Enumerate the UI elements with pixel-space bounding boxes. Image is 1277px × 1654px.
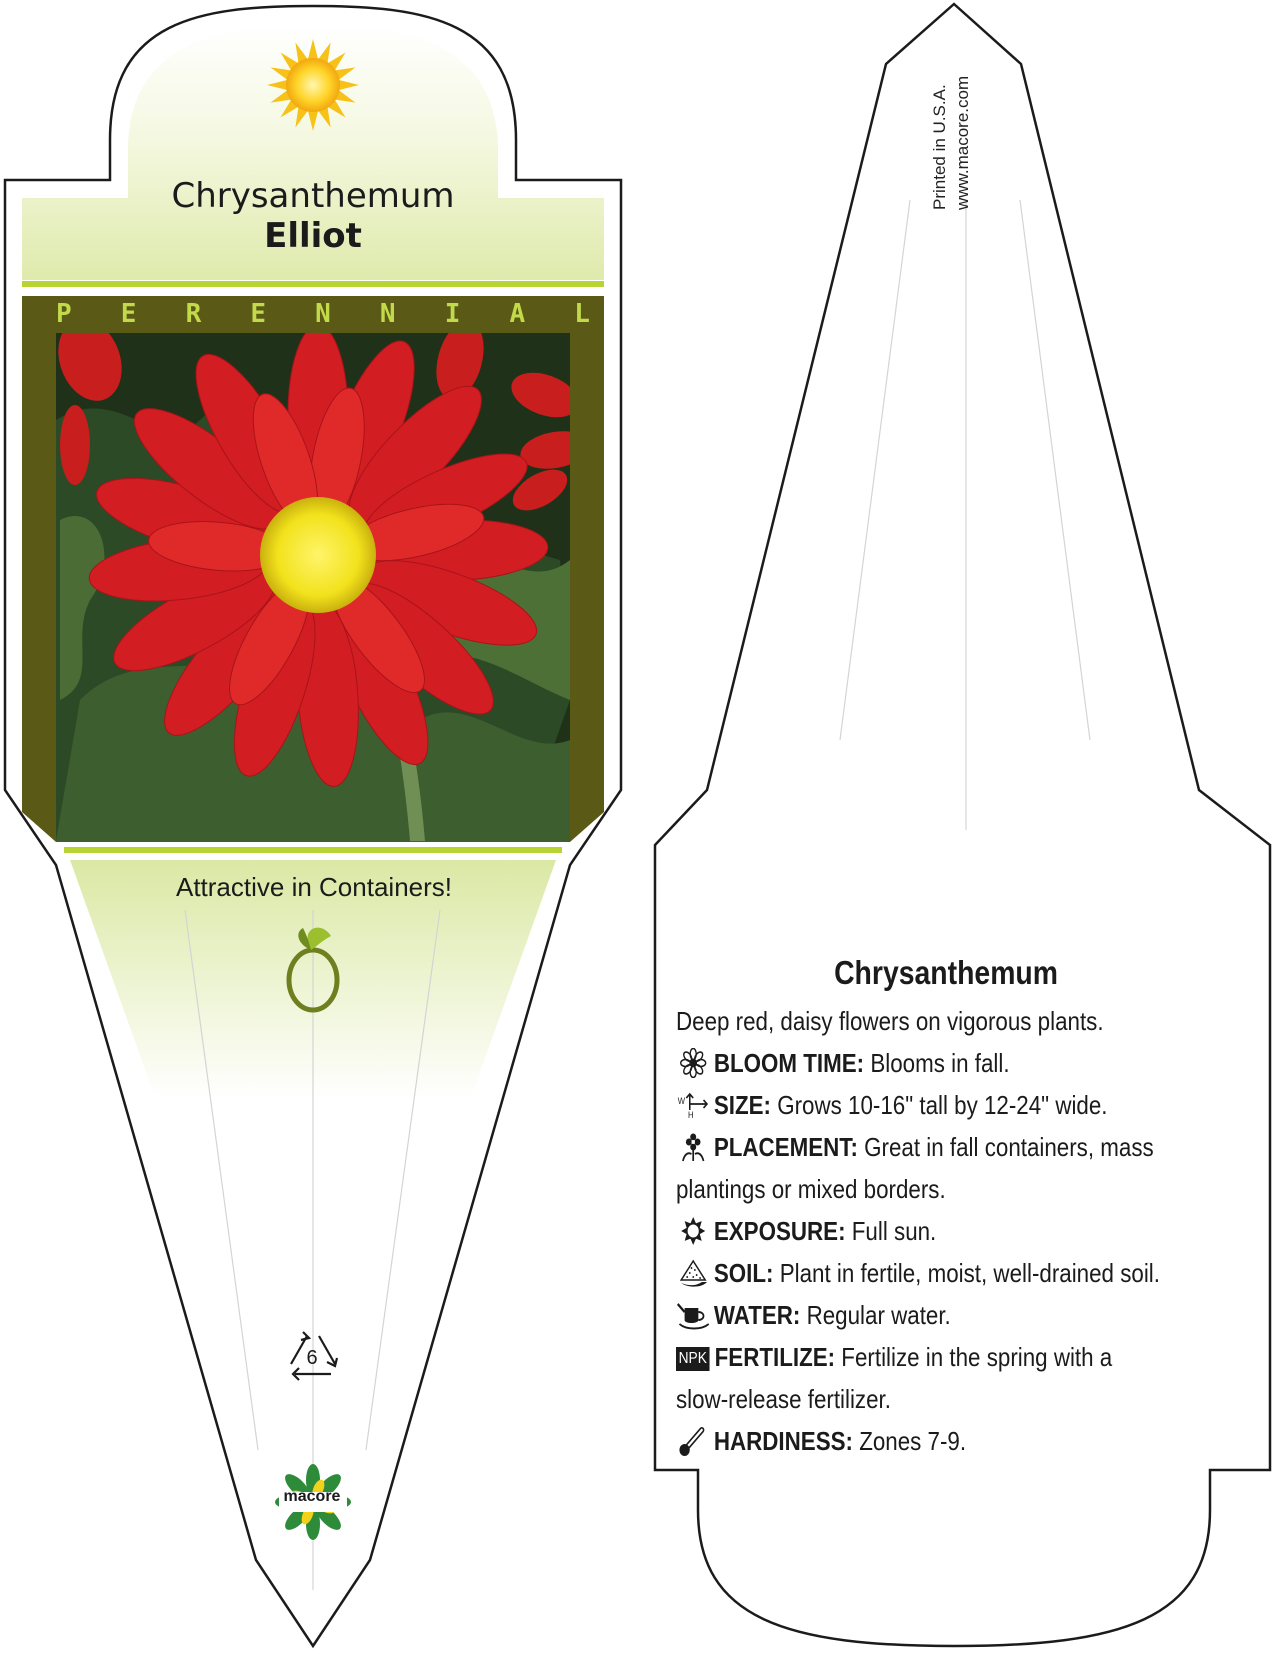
description: Deep red, daisy flowers on vigorous plants. (676, 1006, 1104, 1036)
thermometer-icon (676, 1426, 710, 1456)
fertilize-continuation: slow-release fertilizer. (676, 1384, 891, 1414)
exposure-row (676, 1210, 1140, 1252)
bloom-time-row (676, 1042, 1140, 1084)
brand-name: macore (283, 1488, 341, 1505)
lower-green-band (64, 847, 562, 853)
full-sun-icon (267, 39, 359, 131)
water-text: Regular water. (800, 1300, 951, 1330)
header-green-band (22, 281, 604, 287)
placement-row (676, 1126, 1154, 1168)
size-row (676, 1084, 1140, 1126)
back-title: Chrysanthemum (834, 954, 1059, 991)
exposure-text: Full sun. (845, 1216, 937, 1246)
category-letter: P (56, 299, 72, 329)
size-arrows-icon (676, 1090, 710, 1120)
category-letter: R (185, 299, 202, 329)
category-letter: E (120, 299, 137, 329)
flower-center (260, 497, 376, 613)
website: www.macore.com (953, 75, 972, 210)
fertilize-label: FERTILIZE: (714, 1342, 836, 1372)
bloom-time-label: BLOOM TIME: (713, 1048, 865, 1078)
soil-text: Plant in fertile, moist, well-drained soil. (773, 1258, 1160, 1288)
placement-icon (676, 1132, 710, 1162)
water-row (676, 1294, 1140, 1336)
category-letter: A (509, 299, 526, 329)
water-label: WATER: (713, 1300, 801, 1330)
placement-text: Great in fall containers, mass (857, 1132, 1154, 1162)
soil-icon (676, 1258, 710, 1288)
exposure-label: EXPOSURE: (713, 1216, 846, 1246)
size-label: SIZE: (713, 1090, 771, 1120)
fertilize-text: Fertilize in the spring with a (835, 1342, 1113, 1372)
placement-continuation: plantings or mixed borders. (676, 1174, 946, 1204)
svg-text:W: W (677, 1095, 686, 1107)
size-text: Grows 10-16" tall by 12-24" wide. (770, 1090, 1108, 1120)
back-care-info (676, 950, 1160, 1462)
category-letter: I (444, 299, 461, 329)
printed-in: Printed in U.S.A. (930, 84, 949, 210)
cultivar-name: Elliot (264, 216, 362, 256)
soil-label: SOIL: (713, 1258, 774, 1288)
tagline: Attractive in Containers! (175, 872, 452, 902)
category-letter: E (250, 299, 266, 329)
category-label (28, 299, 618, 335)
hardiness-row (676, 1420, 1140, 1462)
watering-can-icon (676, 1300, 710, 1330)
plant-name: Chrysanthemum (171, 176, 455, 216)
npk-icon: NPK (676, 1347, 709, 1371)
category-letter: N (315, 299, 331, 329)
category-letter: L (574, 299, 590, 329)
svg-text:H: H (688, 1109, 694, 1120)
sun-icon (676, 1216, 710, 1246)
hardiness-label: HARDINESS: (713, 1426, 853, 1456)
bloom-time-text: Blooms in fall. (864, 1048, 1010, 1078)
category-letter: N (379, 299, 396, 329)
flower-photo (47, 310, 592, 841)
printed-in-note (928, 76, 974, 210)
placement-label: PLACEMENT: (713, 1132, 858, 1162)
flower-icon (676, 1048, 710, 1078)
hardiness-text: Zones 7-9. (852, 1426, 967, 1456)
soil-row (676, 1252, 1160, 1294)
fertilize-row (676, 1336, 1140, 1378)
recycle-number: 6 (306, 1347, 318, 1369)
